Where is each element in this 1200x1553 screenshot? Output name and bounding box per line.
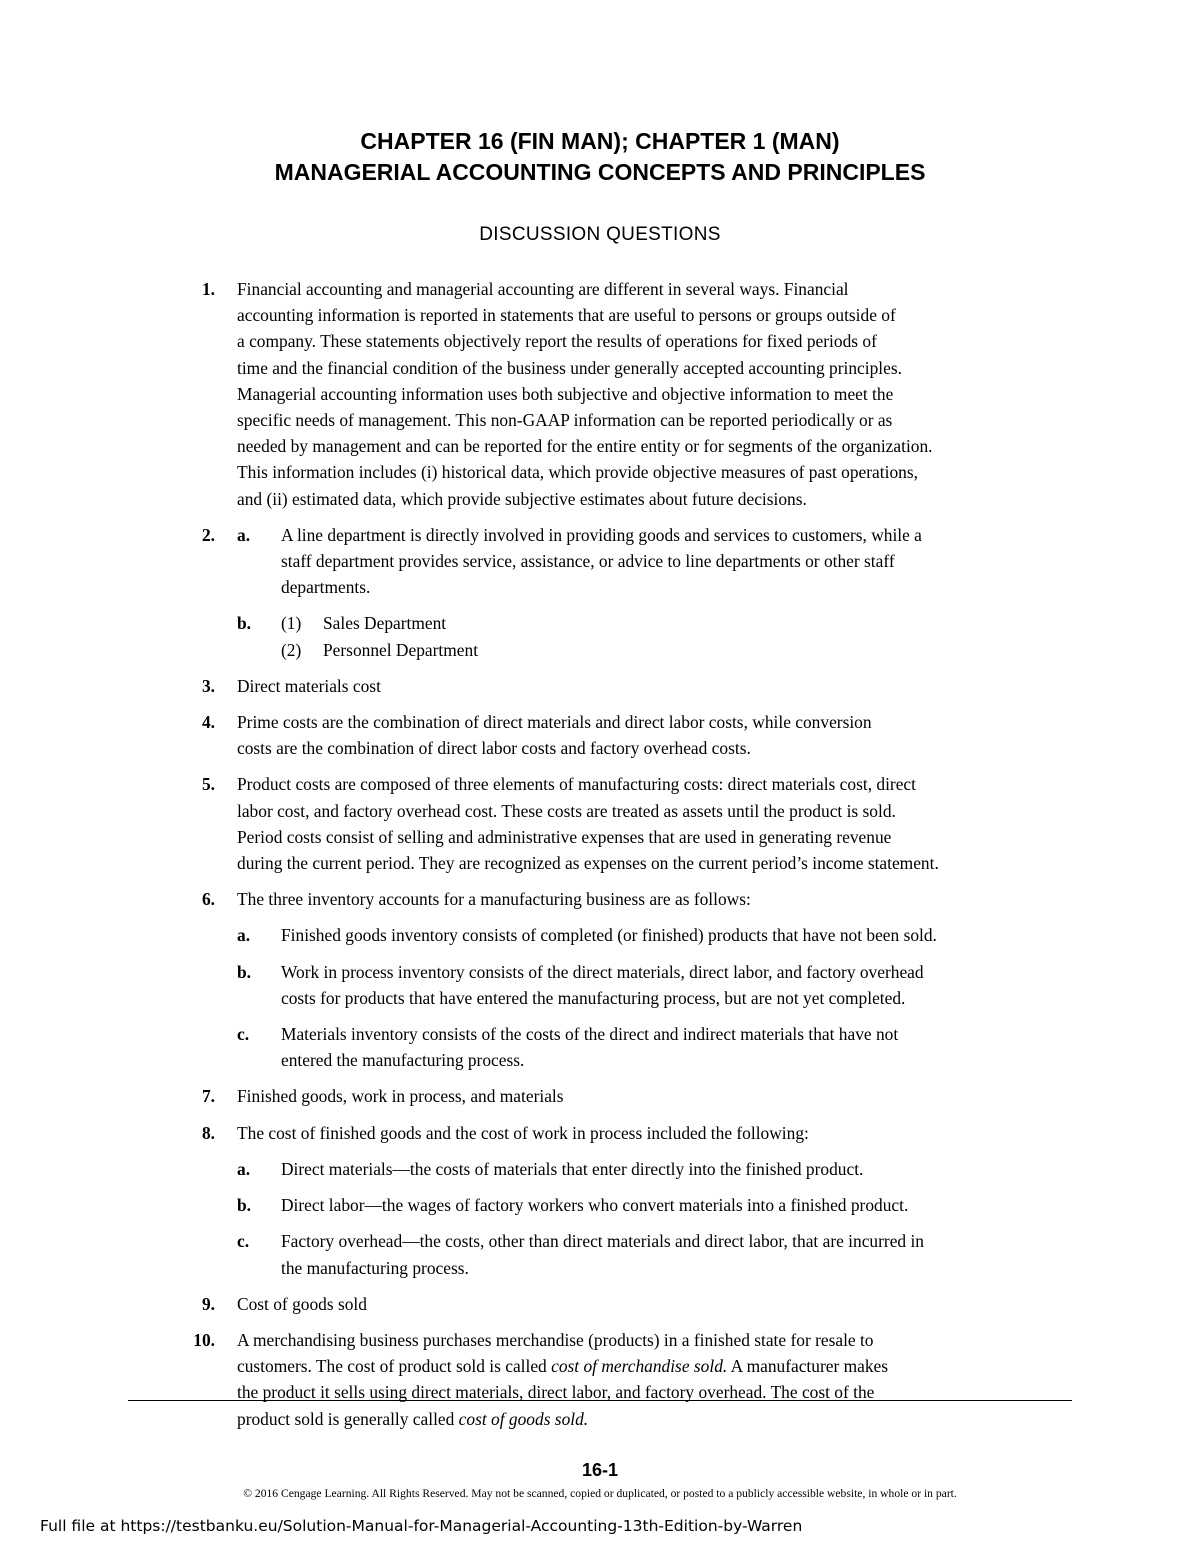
- text-line: needed by management and can be reported for the entire entity or for segments of the organization.: [237, 436, 933, 457]
- question-2: [0, 522, 1200, 663]
- text-line: labor cost, and factory overhead cost. These costs are treated as assets until the product is sold.: [237, 800, 896, 821]
- text-line: Work in process inventory consists of the direct materials, direct labor, and factory overhead: [281, 961, 924, 982]
- enum-item: [0, 610, 1200, 636]
- text-line: A merchandising business purchases merchandise (products) in a finished state for resale to: [237, 1329, 874, 1350]
- sub-label: b.: [237, 1195, 252, 1216]
- enum-text: Sales Department: [323, 613, 447, 634]
- sub-answer-c: [0, 1228, 1200, 1280]
- text-line: the product it sells using direct materials, direct labor, and factory overhead. The cost of the: [237, 1382, 875, 1403]
- emphasis-term: cost of goods sold.: [458, 1408, 589, 1429]
- text-line: Managerial accounting information uses both subjective and objective information to meet the: [237, 383, 894, 404]
- text-line: Financial accounting and managerial accounting are different in several ways. Financial: [237, 279, 849, 299]
- sub-answer-b: [0, 959, 1200, 1011]
- text-line: Factory overhead—the costs, other than direct materials and direct labor, that are incurred in: [281, 1231, 924, 1252]
- question-3: [0, 673, 1200, 699]
- question-text: [237, 673, 1107, 699]
- copyright-notice: © 2016 Cengage Learning. All Rights Reserved. May not be scanned, copied or duplicated, or posted to a publicly accessible website, in whole or in part.: [243, 1487, 957, 1500]
- chapter-title: CHAPTER 16 (FIN MAN); CHAPTER 1 (MAN): [360, 128, 840, 154]
- section-heading: DISCUSSION QUESTIONS: [479, 224, 721, 245]
- text-line: Period costs consist of selling and administrative expenses that are used in generating revenue: [237, 826, 892, 847]
- text-line: time and the financial condition of the business under generally accepted accounting principles.: [237, 357, 902, 378]
- question-number: 2.: [201, 524, 215, 545]
- text-line: costs are the combination of direct labor costs and factory overhead costs.: [237, 738, 751, 759]
- page-number: 16-1: [581, 1460, 619, 1480]
- question-number: 3.: [201, 675, 215, 696]
- text-line: Product costs are composed of three elements of manufacturing costs: direct materials cost, direct: [237, 774, 916, 795]
- question-text: [237, 276, 1107, 512]
- question-1: [0, 276, 1200, 512]
- enum-number: (1): [281, 613, 302, 634]
- chapter-subtitle: MANAGERIAL ACCOUNTING CONCEPTS AND PRINCIPLES: [274, 159, 926, 185]
- text-line: entered the manufacturing process.: [281, 1050, 525, 1071]
- sub-text: [281, 522, 1107, 601]
- question-number: 5.: [201, 774, 215, 795]
- discussion-questions: [0, 276, 1200, 1442]
- text-run: A manufacturer makes: [727, 1356, 889, 1377]
- text-line: accounting information is reported in statements that are useful to persons or groups outside of: [237, 305, 896, 326]
- text-line: Prime costs are the combination of direct materials and direct labor costs, while conversion: [237, 712, 872, 733]
- question-5: [0, 771, 1200, 876]
- text-line: Finished goods, work in process, and materials: [237, 1086, 564, 1107]
- question-number: 7.: [201, 1086, 215, 1107]
- question-number: 6.: [201, 889, 215, 910]
- question-4: [0, 709, 1200, 761]
- text-line: Materials inventory consists of the costs of the direct and indirect materials that have not: [281, 1024, 899, 1045]
- question-number: 10.: [193, 1329, 215, 1350]
- text-line: specific needs of management. This non-GAAP information can be reported periodically or as: [237, 410, 893, 431]
- sub-answer-a: [0, 1156, 1200, 1182]
- source-url-note: Full file at https://testbanku.eu/Solution-Manual-for-Managerial-Accounting-13th-Edition-by-Warren: [40, 1517, 803, 1535]
- text-line: Direct labor—the wages of factory workers who convert materials into a finished product.: [281, 1195, 909, 1216]
- question-number: 1.: [201, 279, 215, 299]
- question-8: [0, 1120, 1200, 1281]
- question-text: [237, 709, 1107, 761]
- question-6: [0, 886, 1200, 1073]
- sub-answer-b: [0, 610, 1200, 662]
- sub-label: c.: [237, 1024, 250, 1045]
- sub-label: a.: [237, 925, 251, 946]
- question-text: [237, 1327, 1107, 1432]
- text-line: during the current period. They are recognized as expenses on the current period’s income statement.: [237, 853, 939, 874]
- text-line: A line department is directly involved in providing goods and services to customers, while a: [281, 524, 922, 545]
- sub-answer-c: [0, 1021, 1200, 1073]
- question-number: 8.: [201, 1122, 215, 1143]
- sub-text: [281, 1228, 1107, 1280]
- text-run: product sold is generally called: [237, 1408, 459, 1429]
- enum-item: [0, 637, 1200, 663]
- text-line: Cost of goods sold: [237, 1293, 367, 1314]
- question-text: [237, 1083, 1107, 1109]
- sub-label: b.: [237, 613, 252, 634]
- sub-text: [281, 959, 1107, 1011]
- enum-text: Personnel Department: [323, 639, 479, 660]
- enum-number: (2): [281, 639, 302, 660]
- emphasis-term: cost of merchandise sold.: [551, 1356, 728, 1377]
- text-line: a company. These statements objectively report the results of operations for fixed periods of: [237, 331, 877, 352]
- question-text: [237, 771, 1107, 876]
- sub-label: c.: [237, 1231, 250, 1252]
- question-number: 4.: [201, 712, 215, 733]
- footer-divider: [128, 1400, 1072, 1401]
- sub-text: [281, 1192, 1107, 1218]
- text-line: [237, 1353, 1107, 1379]
- text-line: Direct materials—the costs of materials that enter directly into the finished product.: [281, 1158, 864, 1179]
- sub-answer-a: [0, 922, 1200, 948]
- question-text: [237, 1291, 1107, 1317]
- text-line: staff department provides service, assistance, or advice to line departments or other staff: [281, 551, 895, 572]
- question-number: 9.: [201, 1293, 215, 1314]
- text-run: customers. The cost of product sold is called: [237, 1356, 552, 1377]
- text-line: the manufacturing process.: [281, 1257, 469, 1278]
- sub-answer-a: [0, 522, 1200, 601]
- text-line: and (ii) estimated data, which provide subjective estimates about future decisions.: [237, 488, 807, 509]
- text-line: costs for products that have entered the manufacturing process, but are not yet completed.: [281, 987, 906, 1008]
- sub-text: [281, 922, 1107, 948]
- text-line: [237, 1406, 1107, 1432]
- sub-text: [281, 1021, 1107, 1073]
- text-line: departments.: [281, 577, 371, 598]
- text-line: Finished goods inventory consists of completed (or finished) products that have not been sold.: [281, 925, 937, 946]
- sub-label: a.: [237, 524, 251, 545]
- question-intro: The cost of finished goods and the cost of work in process included the following:: [237, 1122, 809, 1143]
- sub-label: a.: [237, 1158, 251, 1179]
- question-7: [0, 1083, 1200, 1109]
- sub-label: b.: [237, 961, 252, 982]
- sub-text: [281, 1156, 1107, 1182]
- text-line: Direct materials cost: [237, 675, 381, 696]
- question-9: [0, 1291, 1200, 1317]
- question-10: [0, 1327, 1200, 1432]
- question-intro: The three inventory accounts for a manufacturing business are as follows:: [237, 889, 751, 910]
- text-line: This information includes (i) historical data, which provide objective measures of past operations,: [237, 462, 918, 483]
- sub-answer-b: [0, 1192, 1200, 1218]
